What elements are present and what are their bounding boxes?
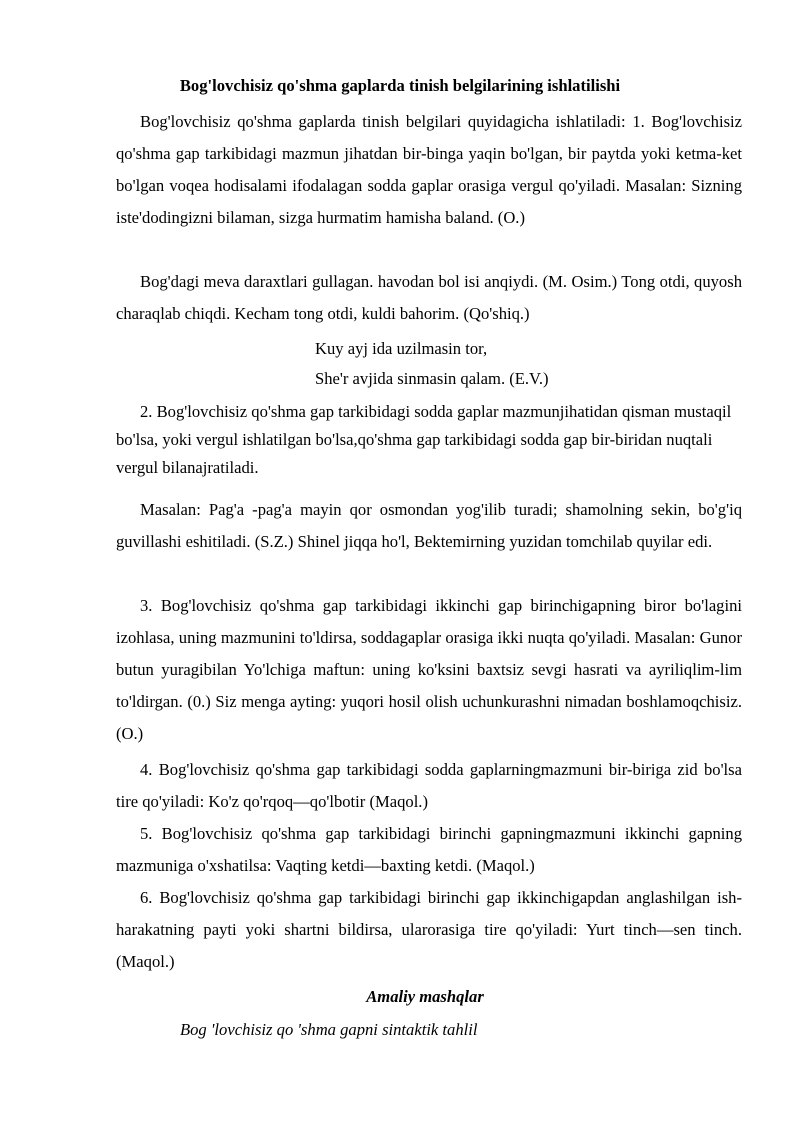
paragraph-point-5: 5. Bog'lovchisiz qo'shma gap tarkibidagi birinchi gapningmazmuni ikkinchi gapning mazmuniga o'xshatilsa: Vaqting ketdi—baxting ketdi. (Maqol.) [116,824,742,875]
paragraph-example-2: Masalan: Pag'a -pag'a mayin qor osmondan yog'ilib turadi; shamolning sekin, bo'g'iq guvillashi eshitiladi. (S.Z.) Shinel jiqqa ho'l, Bektemirning yuzidan tomchilab quyilar edi. [116,500,742,551]
paragraph-point-3: 3. Bog'lovchisiz qo'shma gap tarkibidagi ikkinchi gap birinchigapning biror bo'lagini izohlasa, uning mazmunini to'ldirsa, soddagaplar orasiga ikki nuqta qo'yiladi. Masalan: Gunor butun yuragibilan Yo'lchiga maftun: uning ko'ksini baxtsiz sevgi hasrati va ayriliqlim-lim to'ldirgan. (0.) Siz menga ayting: yuqori hosil olish uchunkurashni nimadan boshlamoqchisiz. (O.) [116,596,742,743]
paragraph-point-2: 2. Bog'lovchisiz qo'shma gap tarkibidagi sodda gaplar mazmunjihatidan qisman mustaqil bo'lsa, yoki vergul ishlatilgan bo'lsa,qo'shma gap tarkibidagi sodda gap bir-biridan nuqtali vergul bilanajratiladi. [116,402,732,477]
verse-line-2: She'r avjida sinmasin qalam. (E.V.) [315,369,549,388]
verse-line-1: Kuy ayj ida uzilmasin tor, [315,339,488,358]
paragraph-point-4: 4. Bog'lovchisiz qo'shma gap tarkibidagi sodda gaplarningmazmuni bir-biriga zid bo'lsa tire qo'yiladi: Ko'z qo'rqoq—qo'lbotir (Maqol.) [116,760,742,811]
paragraph-point-6: 6. Bog'lovchisiz qo'shma gap tarkibidagi birinchi gap ikkinchigapdan anglashilgan ish-harakatning payti yoki shartni bildirsa, ularorasiga tire qo'yiladi: Yurt tinch—sen tinch. (Maqol.) [116,888,742,971]
verse-block [315,334,735,394]
paragraph-examples: Bog'dagi meva daraxtlari gullagan. havodan bol isi anqiydi. (M. Osim.) Tong otdi, quyosh charaqlab chiqdi. Kecham tong otdi, kuldi bahorim. (Qo'shiq.) [116,272,742,323]
section-heading: Amaliy mashqlar [366,987,484,1006]
document-title: Bog'lovchisiz qo'shma gaplarda tinish belgilarining ishlatilishi [179,76,621,95]
section-subheading: Bog 'lovchisiz qo 'shma gapni sintaktik tahlil [180,1020,478,1039]
paragraph-intro: Bog'lovchisiz qo'shma gaplarda tinish belgilari quyidagicha ishlatiladi: 1. Bog'lovchisiz qo'shma gap tarkibidagi mazmun jihatdan bir-binga yaqin bo'lgan, bir paytda yoki ketma-ket bo'lgan voqea hodisalami ifodalagan sodda gaplar orasiga vergul qo'yiladi. Masalan: Sizning iste'dodingizni bilaman, sizga hurmatim hamisha baland. (O.) [116,112,742,227]
